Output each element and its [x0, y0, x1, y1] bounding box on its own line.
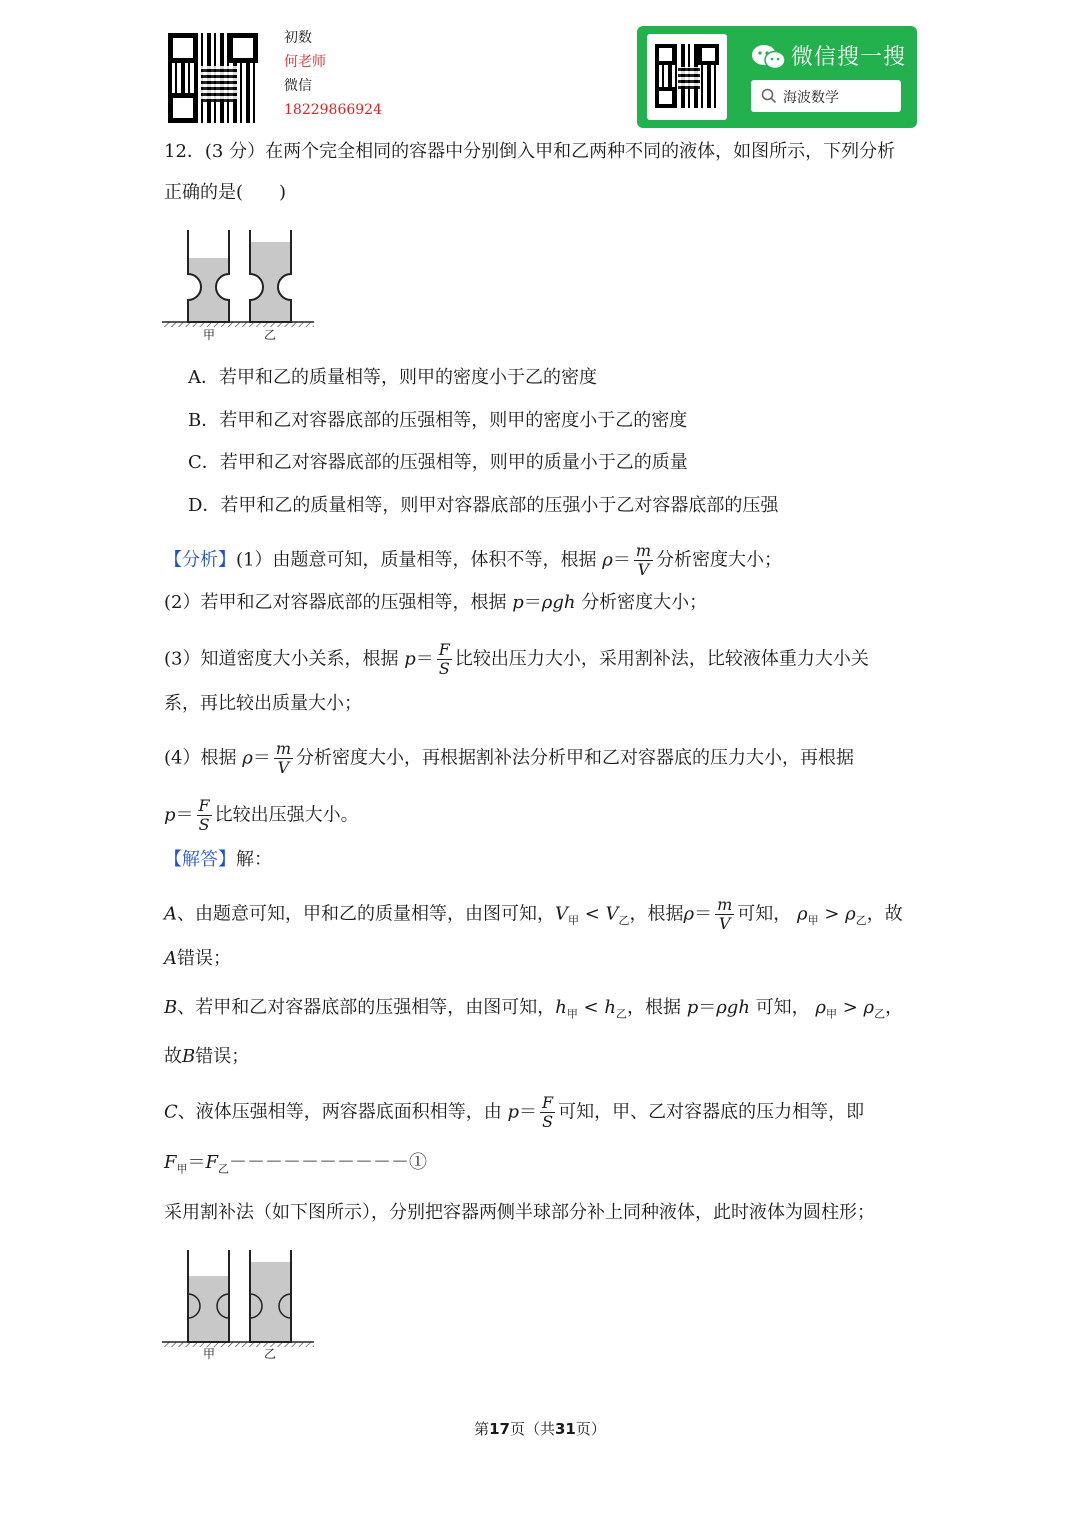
wechat-qr-code — [647, 34, 727, 120]
page-footer: 第17页（共31页） — [474, 1420, 606, 1438]
answer-a-line: A、由题意可知，甲和乙的质量相等，由图可知，$V_甲 < V_乙$，根据ρ＝ $\frac{m}{V}$ 可知， $\rho_甲 > \rho_乙$，故 — [164, 895, 903, 933]
question-line-1: 12．(3 分）在两个完全相同的容器中分别倒入甲和乙两种不同的液体，如图所示，下列分析 — [164, 141, 896, 162]
answer-c-line-3: 采用割补法（如下图所示），分别把容器两侧半球部分补上同种液体，此时液体为圆柱形； — [164, 1202, 875, 1223]
analysis-line-4: (4）根据 ρ＝ $\frac{m}{V}$ 分析密度大小，再根据割补法分析甲和乙对容器底的压力大小，再根据 — [164, 739, 854, 777]
figure-1-label-jia: 甲 — [203, 328, 216, 342]
analysis-tag: 【分析】 — [164, 549, 236, 571]
current-page-number: 17 — [489, 1420, 510, 1438]
figure-2-label-jia: 甲 — [203, 1347, 216, 1361]
total-page-number: 31 — [555, 1420, 576, 1438]
wechat-banner-title: 微信搜一搜 — [791, 45, 907, 70]
header-teacher: 何老师 — [284, 54, 326, 70]
option-a: A．若甲和乙的质量相等，则甲的密度小于乙的密度 — [188, 367, 597, 388]
answer-c-line: C、液体压强相等，两容器底面积相等，由 p＝ $\frac{F}{S}$ 可知，甲、乙对容器底的压力相等，即 — [164, 1093, 865, 1131]
option-b: B．若甲和乙对容器底部的压强相等，则甲的密度小于乙的密度 — [188, 410, 688, 431]
answer-c-equation: $F_甲=F_乙----------①$ — [164, 1152, 427, 1176]
analysis-line-2: (2）若甲和乙对容器底部的压强相等，根据 p＝ρgh 分析密度大小； — [164, 592, 708, 613]
wechat-search-banner[interactable] — [637, 26, 917, 128]
option-d: D．若甲和乙的质量相等，则甲对容器底部的压强小于乙对容器底部的压强 — [188, 495, 779, 516]
answer-tag: 【解答】 — [164, 849, 236, 870]
header-phone: 18229866924 — [284, 102, 382, 118]
option-c: C．若甲和乙对容器底部的压强相等，则甲的质量小于乙的质量 — [188, 452, 688, 473]
header-line-3: 微信 — [284, 78, 312, 94]
header-line-1: 初数 — [284, 30, 312, 46]
wechat-search-text: 海波数学 — [783, 90, 839, 106]
answer-b-line-2: 故B错误； — [164, 1046, 250, 1067]
qr-code-image — [168, 33, 258, 123]
question-line-2: 正确的是( ) — [164, 182, 287, 203]
analysis-line-1: 【分析】(1）由题意可知，质量相等，体积不等，根据 ρ＝ $\frac{m}{V}$ 分析密度大小； — [164, 541, 782, 579]
answer-header: 【解答】解： — [164, 849, 272, 870]
analysis-line-3: (3）知道密度大小关系，根据 p＝ $\frac{F}{S}$ 比较出压力大小，采用割补法，比较液体重力大小关 — [164, 640, 869, 678]
header-contact — [284, 26, 382, 122]
figure-1-label-yi: 乙 — [264, 328, 277, 342]
wechat-icon — [751, 44, 787, 70]
answer-b-line: B、若甲和乙对容器底部的压强相等，由图可知，$h_甲 < h_乙$，根据 p＝ρgh 可知， $\rho_甲 > \rho_乙$， — [164, 997, 904, 1021]
search-icon — [761, 88, 777, 104]
figure-2-label-yi: 乙 — [264, 1347, 277, 1361]
analysis-line-3b: 系，再比较出质量大小； — [164, 693, 362, 714]
analysis-line-4b: p＝ $\frac{F}{S}$ 比较出压强大小。 — [164, 796, 359, 834]
container-figure-2 — [162, 1250, 322, 1360]
container-figure-1 — [162, 230, 322, 340]
answer-a-line-2: A错误； — [164, 948, 231, 969]
wechat-search-box[interactable] — [751, 80, 901, 112]
